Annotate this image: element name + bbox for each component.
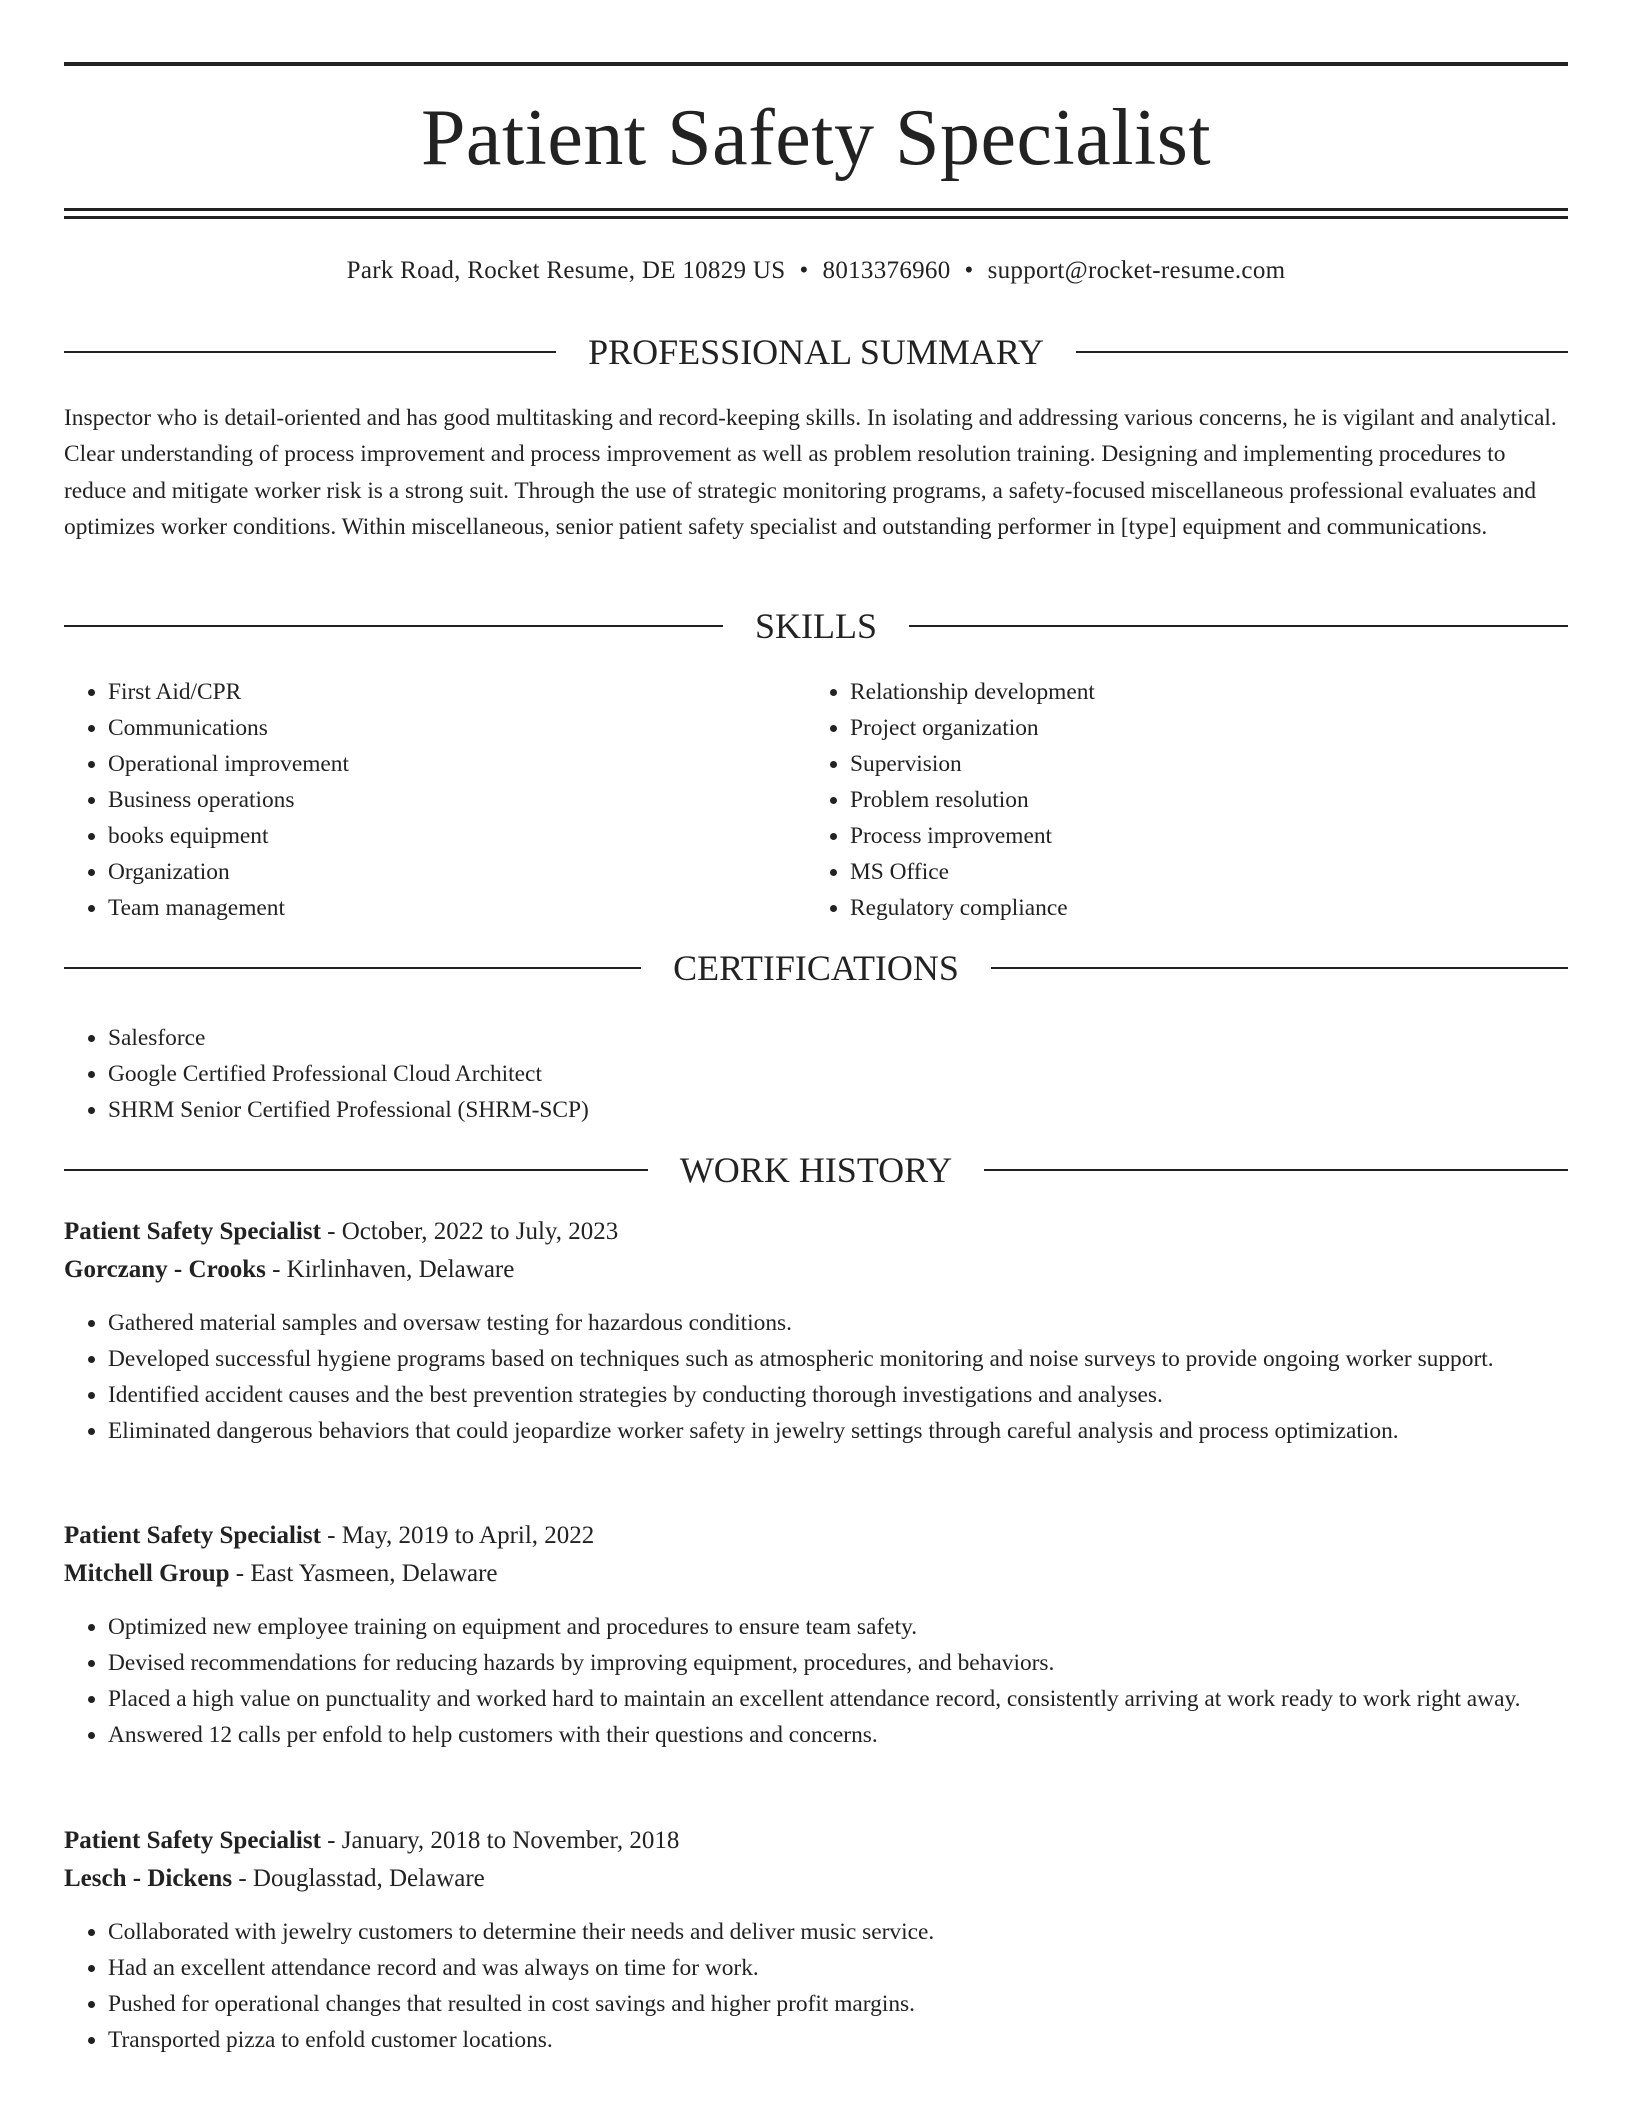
- job-dates: - May, 2019 to April, 2022: [320, 1522, 595, 1549]
- job-bullet: • Pushed for operational changes that resulted in cost savings and higher profit margins.: [108, 1986, 1568, 2022]
- heading-rule: [909, 625, 1568, 627]
- job-dates: - October, 2022 to July, 2023: [320, 1218, 619, 1245]
- job-bullet: • Optimized new employee training on equipment and procedures to ensure team safety.: [108, 1609, 1568, 1645]
- job-location: - Kirlinhaven, Delaware: [265, 1256, 515, 1283]
- contact-separator: •: [799, 257, 809, 284]
- contact-line: [64, 254, 1568, 288]
- skill-item: • Business operations: [108, 782, 804, 818]
- job-dates: - January, 2018 to November, 2018: [320, 1827, 680, 1854]
- job-bullet: • Answered 12 calls per enfold to help customers with their questions and concerns.: [108, 1717, 1568, 1753]
- work-history-heading: [64, 1150, 1568, 1190]
- contact-address: Park Road, Rocket Resume, DE 10829 US: [346, 257, 786, 284]
- job-bullets: [64, 1609, 1568, 1753]
- skills-heading: [64, 606, 1568, 646]
- summary-title: PROFESSIONAL SUMMARY: [588, 332, 1044, 372]
- job-entry: [64, 1213, 1568, 1449]
- skill-item: • Project organization: [850, 710, 1566, 746]
- job-bullet: • Had an excellent attendance record and was always on time for work.: [108, 1950, 1568, 1986]
- job-bullets: [64, 1305, 1568, 1449]
- job-title: Patient Safety Specialist: [64, 1218, 321, 1245]
- job-company: Mitchell Group: [64, 1560, 230, 1587]
- certification-item: • Salesforce: [108, 1020, 1568, 1056]
- job-title: Patient Safety Specialist: [64, 1827, 321, 1854]
- skill-item: • Supervision: [850, 746, 1566, 782]
- skill-item: • books equipment: [108, 818, 804, 854]
- certification-item: • SHRM Senior Certified Professional (SHRM-SCP): [108, 1092, 1568, 1128]
- job-title-line: [64, 1822, 1568, 1860]
- candidate-name: Patient Safety Specialist: [420, 94, 1212, 182]
- job-entry: [64, 1822, 1568, 2058]
- skills-column-left: [64, 674, 804, 926]
- job-bullet: • Placed a high value on punctuality and worked hard to maintain an excellent attendance record, consistently arriving at work ready to work right away.: [108, 1681, 1568, 1717]
- job-company: Lesch - Dickens: [64, 1865, 233, 1892]
- job-company-line: [64, 1860, 1568, 1898]
- job-company: Gorczany - Crooks: [64, 1256, 266, 1283]
- skill-item: • First Aid/CPR: [108, 674, 804, 710]
- skill-item: • Problem resolution: [850, 782, 1566, 818]
- heading-rule: [64, 351, 556, 353]
- skills-title: SKILLS: [755, 606, 878, 646]
- heading-rule: [991, 967, 1568, 969]
- job-company-line: [64, 1251, 1568, 1289]
- job-bullet: • Identified accident causes and the best prevention strategies by conducting thorough investigations and analyses.: [108, 1377, 1568, 1413]
- skill-item: • Relationship development: [850, 674, 1566, 710]
- job-bullet: • Developed successful hygiene programs based on techniques such as atmospheric monitoring and noise surveys to provide ongoing worker support.: [108, 1341, 1568, 1377]
- job-location: - East Yasmeen, Delaware: [229, 1560, 498, 1587]
- contact-separator: •: [964, 257, 974, 284]
- certifications-title: CERTIFICATIONS: [673, 948, 959, 988]
- name-rule-upper: [64, 208, 1568, 211]
- summary-text: Inspector who is detail-oriented and has good multitasking and record-keeping skills. In isolating and addressing various concerns, he is vigilant and analytical. Clear understanding of process improvement and process improvement as well as problem resolution training. Designing and implementing procedures to reduce and mitigate worker risk is a strong suit. Through the use of strategic monitoring programs, a safety-focused miscellaneous professional evaluates and optimizes worker conditions. Within miscellaneous, senior patient safety specialist and outstanding performer in [type] equipment and communications.: [64, 405, 1557, 541]
- job-bullet: • Collaborated with jewelry customers to determine their needs and deliver music service.: [108, 1914, 1568, 1950]
- name-rule-lower: [64, 216, 1568, 219]
- contact-email: support@rocket-resume.com: [987, 257, 1286, 284]
- skill-item: • MS Office: [850, 854, 1566, 890]
- job-bullets: [64, 1914, 1568, 2058]
- skills-column-right: [806, 674, 1566, 926]
- heading-rule: [64, 625, 723, 627]
- certifications-list: [64, 1020, 1568, 1128]
- skill-item: • Operational improvement: [108, 746, 804, 782]
- job-title-line: [64, 1213, 1568, 1251]
- job-location: - Douglasstad, Delaware: [232, 1865, 485, 1892]
- job-bullet: • Devised recommendations for reducing hazards by improving equipment, procedures, and behaviors.: [108, 1645, 1568, 1681]
- skill-item: • Communications: [108, 710, 804, 746]
- summary-heading: [64, 332, 1568, 372]
- skill-item: • Organization: [108, 854, 804, 890]
- top-rule: [64, 62, 1568, 66]
- job-bullet: • Eliminated dangerous behaviors that could jeopardize worker safety in jewelry settings through careful analysis and process optimization.: [108, 1413, 1568, 1449]
- certification-item: • Google Certified Professional Cloud Architect: [108, 1056, 1568, 1092]
- job-title-line: [64, 1517, 1568, 1555]
- job-bullet: • Transported pizza to enfold customer locations.: [108, 2022, 1568, 2058]
- heading-rule: [64, 967, 641, 969]
- job-bullet: • Gathered material samples and oversaw testing for hazardous conditions.: [108, 1305, 1568, 1341]
- job-company-line: [64, 1555, 1568, 1593]
- contact-phone: 8013376960: [822, 257, 951, 284]
- heading-rule: [1076, 351, 1568, 353]
- heading-rule: [984, 1169, 1568, 1171]
- heading-rule: [64, 1169, 648, 1171]
- skill-item: • Regulatory compliance: [850, 890, 1566, 926]
- job-title: Patient Safety Specialist: [64, 1522, 321, 1549]
- certifications-heading: [64, 948, 1568, 988]
- work-history-title: WORK HISTORY: [679, 1150, 953, 1190]
- job-entry: [64, 1517, 1568, 1753]
- skill-item: • Process improvement: [850, 818, 1566, 854]
- skill-item: • Team management: [108, 890, 804, 926]
